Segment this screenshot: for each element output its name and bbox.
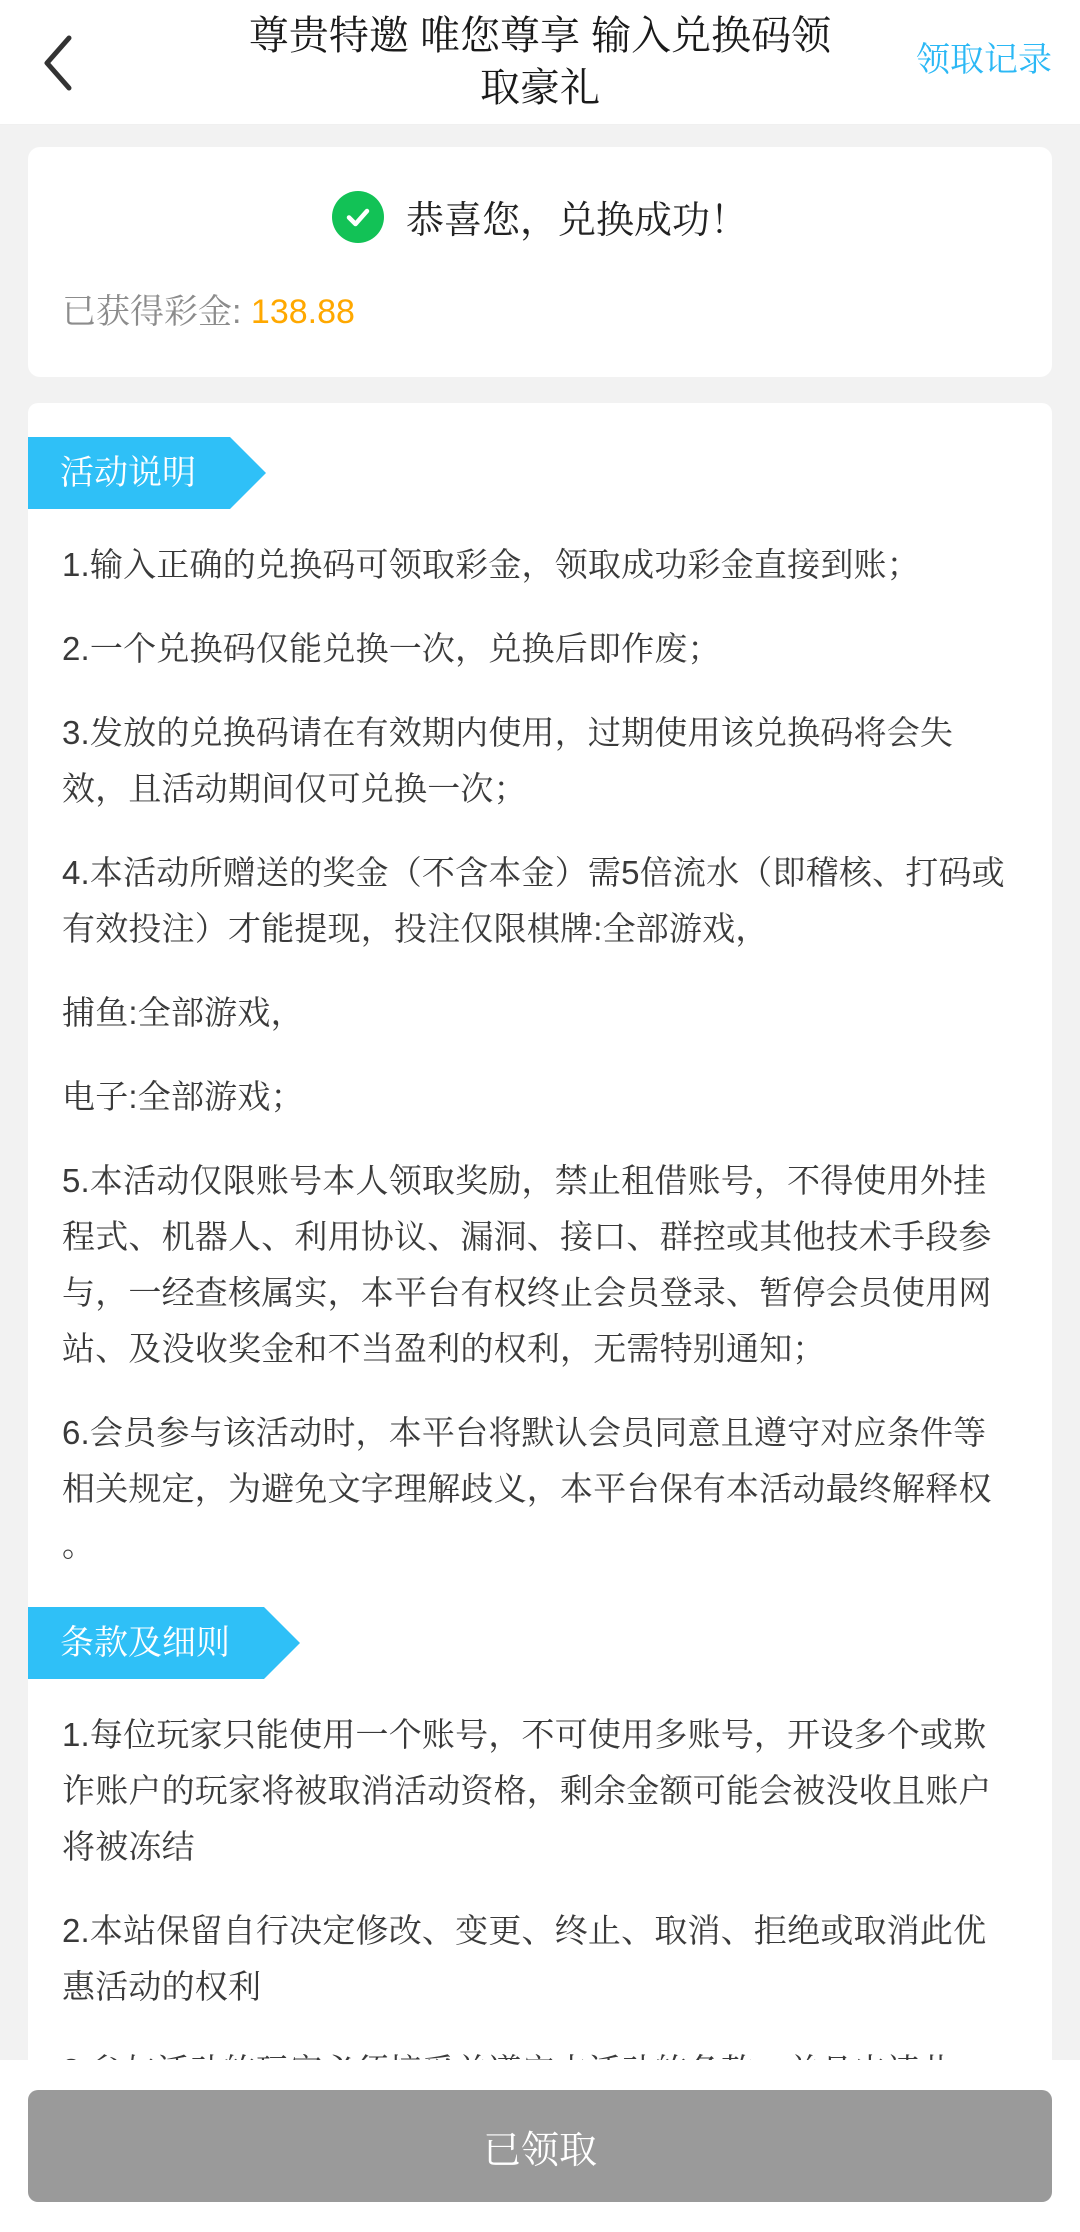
rule-paragraph: 3.发放的兑换码请在有效期内使用，过期使用该兑换码将会失效，且活动期间仅可兑换一次； [62, 714, 954, 807]
rules-card [28, 403, 1052, 2103]
success-message: 恭喜您，兑换成功！ [405, 200, 748, 242]
rule-paragraph: 捕鱼:全部游戏， [62, 994, 304, 1031]
rule-paragraph: 1.输入正确的兑换码可领取彩金，领取成功彩金直接到账； [62, 546, 920, 583]
section-tag-terms: 条款及细则 [28, 1607, 264, 1679]
rule-paragraph: 5.本活动仅限账号本人领取奖励，禁止租借账号，不得使用外挂程式、机器人、利用协议、漏洞、接口、群控或其他技术手段参与，一经查核属实，本平台有权终止会员登录、暂停会员使用网站、及没收奖金和不当盈利的权利，无需特别通知； [62, 1162, 992, 1367]
check-circle-icon [332, 191, 384, 243]
claim-button[interactable]: 已领取 [28, 2090, 1052, 2202]
terms-paragraph: 2.本站保留自行决定修改、变更、终止、取消、拒绝或取消此优惠活动的权利 [62, 1912, 987, 2005]
rule-paragraph: 电子:全部游戏； [62, 1078, 304, 1115]
amount-row [62, 284, 1018, 333]
rule-paragraph: 6.会员参与该活动时，本平台将默认会员同意且遵守对应条件等相关规定，为避免文字理解歧义，本平台保有本活动最终解释权 。 [62, 1414, 992, 1563]
amount-value: 138.88 [250, 293, 355, 331]
success-row [62, 189, 1018, 244]
back-button[interactable] [18, 0, 98, 125]
terms-paragraph: 1.每位玩家只能使用一个账号，不可使用多账号，开设多个或欺诈账户的玩家将被取消活动资格，剩余金额可能会被没收且账户将被冻结 [62, 1716, 992, 1865]
rule-paragraph: 4.本活动所赠送的奖金（不含本金）需5倍流水（即稽核、打码或有效投注）才能提现，投注仅限棋牌:全部游戏， [62, 854, 1005, 947]
bottom-action-bar [0, 2060, 1080, 2232]
rule-paragraph: 2.一个兑换码仅能兑换一次，兑换后即作废； [62, 630, 721, 667]
page-title: 尊贵特邀 唯您尊享 输入兑换码领取豪礼 [248, 14, 832, 110]
claim-records-link[interactable]: 领取记录 [916, 41, 1052, 79]
section-tag-activity-rules: 活动说明 [28, 437, 230, 509]
chevron-left-icon [41, 34, 75, 92]
app-header [0, 0, 1080, 125]
amount-label: 已获得彩金: [62, 293, 242, 331]
success-card [28, 147, 1052, 377]
